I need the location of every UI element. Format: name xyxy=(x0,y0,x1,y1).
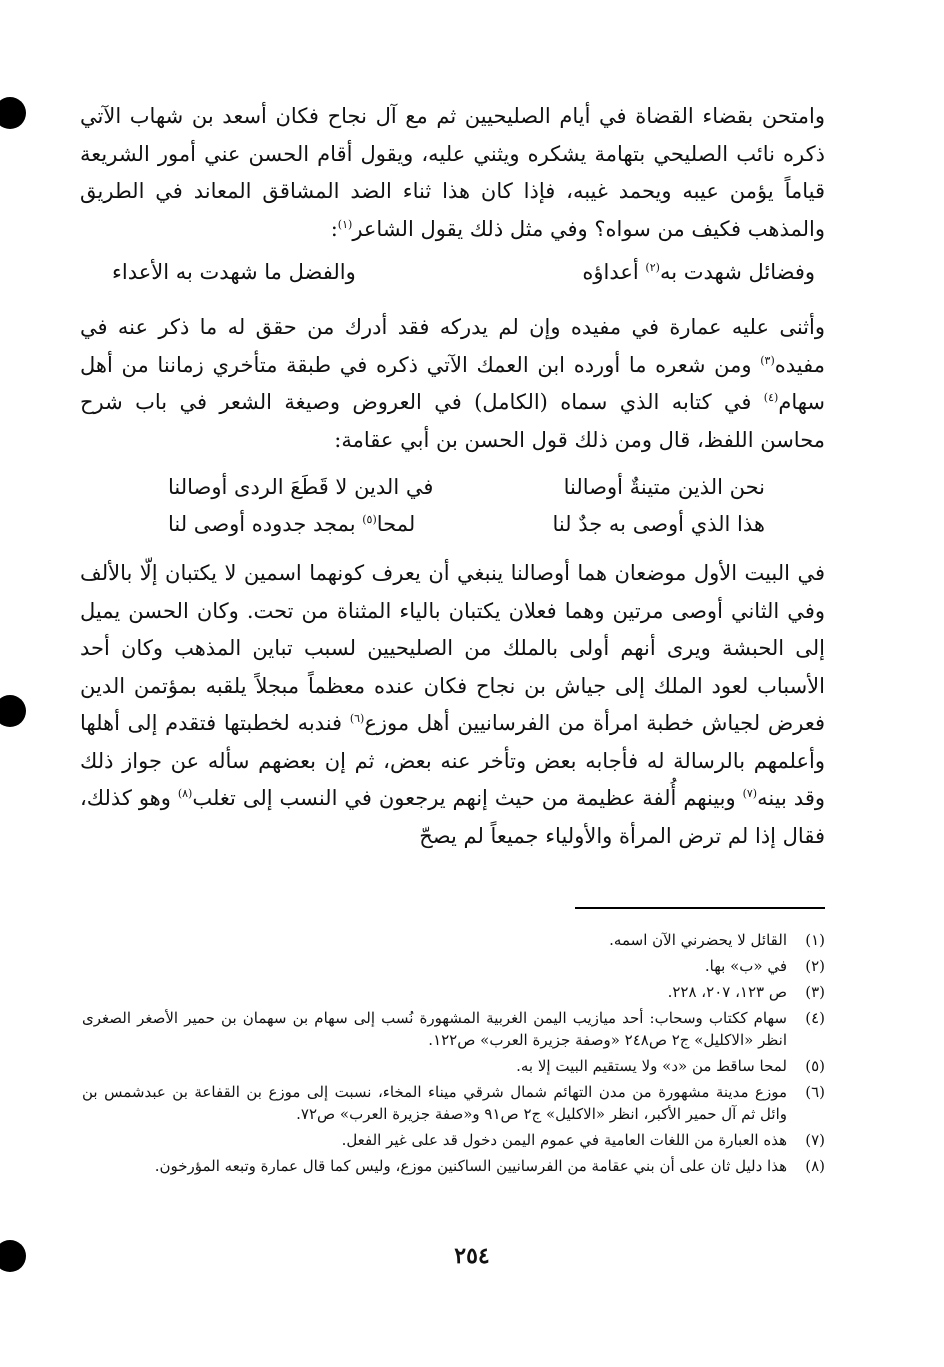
verse-3-second-half-end: بمجد جدوده أوصى لنا xyxy=(168,512,363,536)
paragraph-2 xyxy=(80,309,825,459)
footnote-ref-7: (٧) xyxy=(742,787,758,800)
footnote-ref-5: (٥) xyxy=(362,513,377,526)
footnote-text: سهام ككتاب وسحاب: أحد ميازيب اليمن الغربية المشهورة نُسب إلى سهام بن سهمان بن حمير الأصغر الصغرى انظر «الاكليل» ج٢ ص٢٤٨ «وصفة جزيرة العرب» ص١٢٢. xyxy=(82,1009,787,1049)
verse-3 xyxy=(80,506,825,543)
verse-1-first-half xyxy=(582,254,815,291)
paragraph-2-part-a: وأثنى عليه عمارة في مفيده وإن لم يدركه فقد أدرك من حقق له ما ذكر عنه في مفيده xyxy=(80,315,825,377)
paragraph-2-part-b: ومن شعره ما أورده ابن العمك الآتي ذكره في طبقة متأخري زماننا من أهل سهام xyxy=(80,352,825,414)
page-body xyxy=(80,98,825,855)
footnote-6 xyxy=(82,1081,825,1125)
footnote-4 xyxy=(82,1007,825,1051)
footnote-ref-6: (٦) xyxy=(349,712,365,725)
footnote-text: لمحا ساقط من «د» ولا يستقيم البيت إلا به. xyxy=(516,1057,787,1075)
footnote-ref-1: (١) xyxy=(337,217,353,231)
footnote-text: هذه العبارة من اللغات العامية في عموم اليمن دخول قد على غير الفعل. xyxy=(341,1131,787,1149)
verse-1-first-half-end: أعداؤه xyxy=(582,260,646,284)
page-number: ٢٥٤ xyxy=(454,1243,490,1269)
paragraph-1-text: وامتحن بقضاء القضاة في أيام الصليحيين ثم مع آل نجاح فكان أسعد بن شهاب الآتي ذكره نائب الصليحي بتهامة يشكره ويثني عليه، ويقول أقام الحسن عني أمور الشريعة قياماً يؤمن عيبه ويحمد غيبه، فإذا كان هذا ثناء الضد المشاقق المعاند في الطريق والمذهب فكيف من سواه؟ وفي مثل ذلك يقول الشاعر xyxy=(80,104,825,241)
paragraph-3-part-c: وبينهم أُلفة عظيمة من حيث إنهم يرجعون في النسب إلى تغلب xyxy=(192,786,743,810)
binder-hole-top xyxy=(0,97,26,129)
paragraph-1-colon: : xyxy=(330,216,338,241)
footnote-ref-2: (٢) xyxy=(645,261,660,274)
footnote-ref-8: (٨) xyxy=(177,787,193,800)
verse-1 xyxy=(80,254,825,291)
footnote-number: (٨) xyxy=(805,1157,825,1175)
footnote-number: (٢) xyxy=(805,957,825,975)
footnote-7 xyxy=(82,1129,825,1151)
footnote-number: (١) xyxy=(805,931,825,949)
footnote-2 xyxy=(82,955,825,977)
footnote-ref-3: (٣) xyxy=(760,353,775,367)
footnote-text: موزع مدينة مشهورة من مدن التهائم شمال شرقي ميناء المخاء، نسبت إلى موزع بن القفاعة بن عبدشمس بن وائل ثم آل حمير الأكبر، انظر «الاكليل» ج٢ ص٩١ و«صفة جزيرة العرب» ص٧٢. xyxy=(82,1083,787,1123)
paragraph-1 xyxy=(80,98,825,248)
footnote-ref-4: (٤) xyxy=(763,391,779,404)
footnote-5 xyxy=(82,1055,825,1077)
verse-3-first-half: هذا الذي أوصى به جدٌ لنا xyxy=(552,512,765,536)
footnote-separator xyxy=(575,907,825,909)
paragraph-3 xyxy=(80,555,825,855)
footnotes xyxy=(82,929,825,1181)
paragraph-3-part-a: في البيت الأول موضعان هما أوصالنا ينبغي أن يعرف كونهما اسمين لا يكتبان إلّا بالألف وفي الثاني أوصى مرتين وهما فعلان يكتبان بالياء المثناة من تحت. وكان الحسن يميل إلى الحبشة ويرى أنهم أولى بالملك من الصليحيين لسبب تباين المذهب وكان أحد الأسباب لعود الملك إلى جياش بن نجاح فكان عنده معظماً مبجلاً يلقبه بمؤتمن الدين فعرض لجياش خطبة امرأة من الفرسانيين أهل موزع xyxy=(80,561,826,735)
footnote-8 xyxy=(82,1155,825,1177)
paragraph-2-part-c: في كتابه الذي سماه (الكامل) في العروض وصيغة الشعر في باب شرح محاسن اللفظ، قال ومن ذلك قول الحسن بن أبي عقامة: xyxy=(80,390,825,452)
verse-2-second-half: في الدين لا قَطَعَ الردى أوصالنا xyxy=(168,475,434,499)
footnote-number: (٤) xyxy=(805,1009,825,1027)
verse-2 xyxy=(80,469,825,506)
footnote-text: ص ١٢٣، ٢٠٧، ٢٢٨. xyxy=(667,983,787,1001)
verse-1-second-half: والفضل ما شهدت به الأعداء xyxy=(112,260,356,284)
footnote-text: في «ب» بها. xyxy=(704,957,787,975)
footnote-number: (٦) xyxy=(805,1083,825,1101)
verse-1-first-half-text: وفضائل شهدت به xyxy=(659,260,815,284)
verse-2-first-half: نحن الذين متينةٌ أوصالنا xyxy=(563,475,765,499)
verse-3-second-half xyxy=(168,506,415,543)
footnote-3 xyxy=(82,981,825,1003)
footnote-text: القائل لا يحضرني الآن اسمه. xyxy=(609,931,787,949)
footnote-number: (٧) xyxy=(805,1131,825,1149)
paragraph-3-part-d: وهو كذلك، فقال إذا لم ترض المرأة والأولياء جميعاً لم يصحّ xyxy=(80,786,825,848)
binder-hole-middle xyxy=(0,695,26,727)
footnote-1 xyxy=(82,929,825,951)
footnote-text: هذا دليل ثان على أن بني عقامة من الفرسانيين الساكنين موزع، وليس كما قال عمارة وتبعه المؤرخون. xyxy=(154,1157,787,1175)
footnote-number: (٣) xyxy=(805,983,825,1001)
footnote-number: (٥) xyxy=(805,1057,825,1075)
paragraph-3-part-b: فندبه لخطبتها فتقدم إلى أهلها وأعلمهم بالرسالة له فأجابه بعض وتأخر عنه بعض، ثم إن بعضهم سأله عن جواز ذلك وقد بينه xyxy=(80,711,826,810)
verse-3-second-half-text: لمحا xyxy=(376,512,416,536)
